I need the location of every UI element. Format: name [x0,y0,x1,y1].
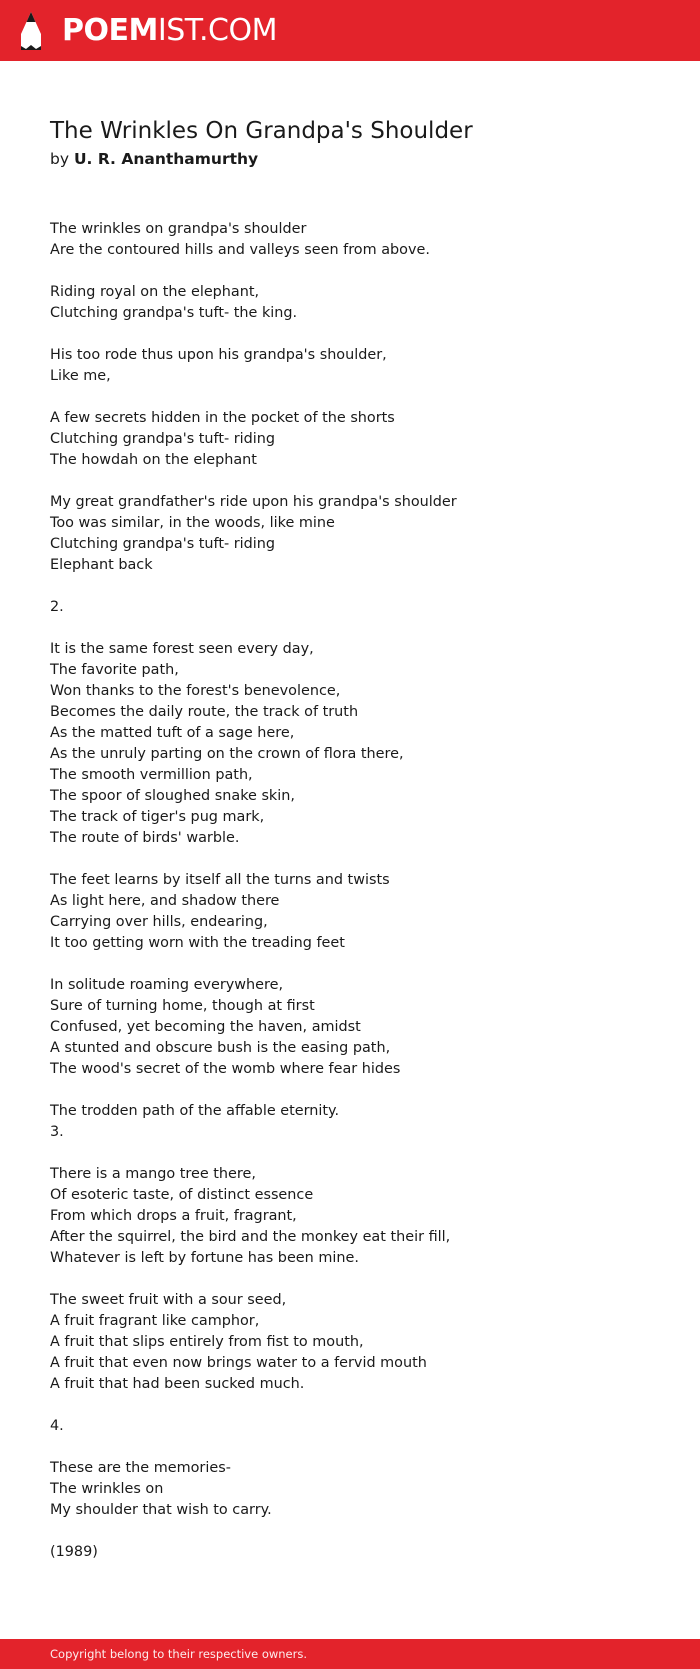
poem-text: The wrinkles on grandpa's shoulder Are the contoured hills and valleys seen from above. Riding royal on the elephant, Clutching grandpa's tuft- the king. His too rode thus upon his grandpa's shoulder, Like me, A few secrets hidden in the pocket of the shorts Clutching grandpa's tuft- riding The howdah on the elephant My great grandfather's ride upon his grandpa's shoulder Too was similar, in the woods, like mine Clutching grandpa's tuft- riding Elephant back 2. It is the same forest seen every day, The favorite path, Won thanks to the forest's benevolence, Becomes the daily route, the track of truth As the matted tuft of a sage here, As the unruly parting on the crown of flora there, The smooth vermillion path, The spoor of sloughed snake skin, The track of tiger's pug mark, The route of birds' warble. The feet learns by itself all the turns and twists As light here, and shadow there Carrying over hills, endearing, It too getting worn with the treading feet In solitude roaming everywhere, Sure of turning home, though at first Confused, yet becoming the haven, amidst A stunted and obscure bush is the easing path, The wood's secret of the womb where fear hides The trodden path of the affable eternity. 3. There is a mango tree there, Of esoteric taste, of distinct essence From which drops a fruit, fragrant, After the squirrel, the bird and the monkey eat their fill, Whatever is left by fortune has been mine. The sweet fruit with a sour seed, A fruit fragrant like camphor, A fruit that slips entirely from fist to mouth, A fruit that even now brings water to a fervid mouth A fruit that had been sucked much. 4. These are the memories- The wrinkles on My shoulder that wish to carry. (1989) [50,221,457,1560]
poem-byline [50,147,258,171]
site-logo-link[interactable] [18,10,277,52]
pencil-icon [18,10,44,52]
logo-bold-text: POEM [62,13,158,48]
poem-title: The Wrinkles On Grandpa's Shoulder [50,118,473,144]
site-logo-text [62,13,277,49]
byline-prefix: by [50,150,70,168]
site-header [0,0,700,61]
poem-author[interactable]: U. R. Ananthamurthy [73,150,259,168]
site-footer [0,1639,700,1669]
logo-light-text: IST.COM [157,13,277,48]
copyright-text: Copyright belong to their respective owners. [50,1647,308,1661]
